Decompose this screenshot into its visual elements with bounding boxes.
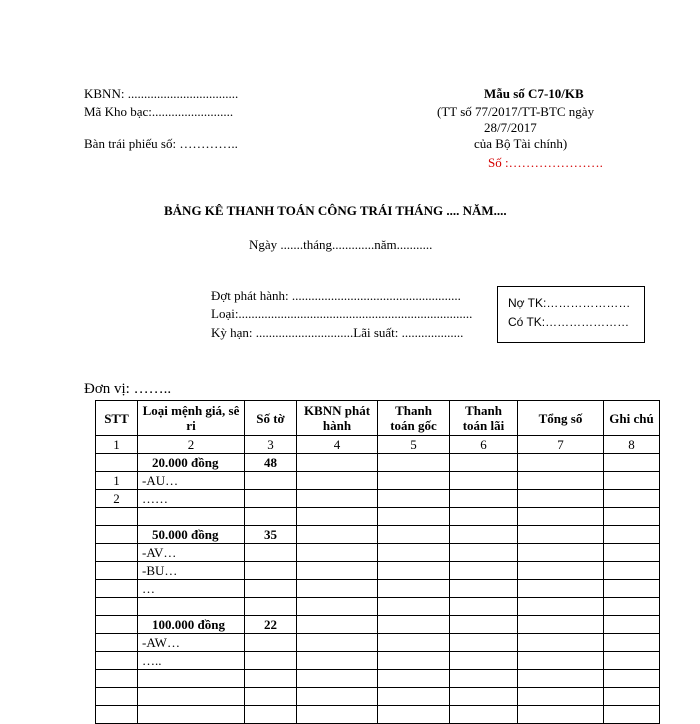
table-row <box>96 706 660 724</box>
table-row <box>96 508 660 526</box>
cell-stt <box>96 706 138 724</box>
cell-interest <box>450 634 518 652</box>
cell-denomination <box>138 706 245 724</box>
cell-interest <box>450 454 518 472</box>
cell-total <box>518 598 604 616</box>
cell-sheet-count <box>245 706 297 724</box>
cell-stt: 1 <box>96 472 138 490</box>
cell-denomination: ….. <box>138 652 245 670</box>
cell-denomination: …… <box>138 490 245 508</box>
cell-sheet-count <box>245 598 297 616</box>
cell-note <box>604 580 660 598</box>
cell-principal <box>378 526 450 544</box>
ban-trai-phieu-line: Bàn trái phiếu số: ………….. <box>84 136 238 151</box>
document-number: Số :…………………. <box>488 155 603 170</box>
table-row <box>96 652 660 670</box>
cell-interest <box>450 490 518 508</box>
cell-stt <box>96 598 138 616</box>
cell-total <box>518 454 604 472</box>
table-row <box>96 670 660 688</box>
cell-sheet-count <box>245 652 297 670</box>
cell-denomination: 50.000 đồng <box>138 526 245 544</box>
cell-principal <box>378 670 450 688</box>
cell-note <box>604 562 660 580</box>
cell-denomination: … <box>138 580 245 598</box>
cell-total <box>518 706 604 724</box>
cell-stt <box>96 688 138 706</box>
cell-total <box>518 634 604 652</box>
header-denomination: Loại mệnh giá, sê ri <box>138 401 245 436</box>
table-row <box>96 616 660 634</box>
cell-denomination <box>138 670 245 688</box>
cell-principal <box>378 580 450 598</box>
cell-sheet-count <box>245 688 297 706</box>
cell-kbnn-issue <box>297 706 378 724</box>
cell-kbnn-issue <box>297 652 378 670</box>
cell-interest <box>450 706 518 724</box>
col-number: 6 <box>450 436 518 454</box>
cell-interest <box>450 688 518 706</box>
circular-issuer: của Bộ Tài chính) <box>474 136 568 151</box>
cell-principal <box>378 454 450 472</box>
cell-interest <box>450 562 518 580</box>
table-row <box>96 526 660 544</box>
cell-stt <box>96 508 138 526</box>
cell-note <box>604 508 660 526</box>
cell-sheet-count <box>245 490 297 508</box>
cell-interest <box>450 580 518 598</box>
header-total: Tổng số <box>518 401 604 436</box>
bond-type-line: Loại:........................................................................ <box>211 306 473 321</box>
col-number: 2 <box>138 436 245 454</box>
cell-total <box>518 490 604 508</box>
cell-interest <box>450 472 518 490</box>
cell-note <box>604 652 660 670</box>
issue-batch-line: Đợt phát hành: .................................................... <box>211 288 461 303</box>
cell-interest <box>450 598 518 616</box>
cell-stt <box>96 652 138 670</box>
cell-denomination: -AV… <box>138 544 245 562</box>
table-row <box>96 472 660 490</box>
col-number: 8 <box>604 436 660 454</box>
cell-kbnn-issue <box>297 508 378 526</box>
cell-principal <box>378 598 450 616</box>
cell-principal <box>378 688 450 706</box>
cell-stt <box>96 454 138 472</box>
table-row <box>96 634 660 652</box>
cell-kbnn-issue <box>297 472 378 490</box>
cell-stt <box>96 544 138 562</box>
cell-stt <box>96 526 138 544</box>
cell-kbnn-issue <box>297 670 378 688</box>
cell-kbnn-issue <box>297 598 378 616</box>
cell-total <box>518 526 604 544</box>
cell-note <box>604 706 660 724</box>
date-line: Ngày .......tháng.............năm........... <box>249 237 433 252</box>
cell-sheet-count: 35 <box>245 526 297 544</box>
ma-kho-bac-line: Mã Kho bạc:......................... <box>84 104 234 119</box>
col-number: 4 <box>297 436 378 454</box>
table-row <box>96 544 660 562</box>
cell-stt <box>96 562 138 580</box>
cell-principal <box>378 472 450 490</box>
cell-principal <box>378 544 450 562</box>
cell-principal <box>378 562 450 580</box>
cell-sheet-count <box>245 670 297 688</box>
cell-sheet-count <box>245 634 297 652</box>
cell-denomination: -BU… <box>138 562 245 580</box>
header-note: Ghi chú <box>604 401 660 436</box>
cell-note <box>604 598 660 616</box>
header-kbnn-issue: KBNN phát hành <box>297 401 378 436</box>
table-row <box>96 598 660 616</box>
header-interest-payment: Thanh toán lãi <box>450 401 518 436</box>
cell-denomination: -AU… <box>138 472 245 490</box>
cell-kbnn-issue <box>297 544 378 562</box>
cell-sheet-count: 48 <box>245 454 297 472</box>
cell-kbnn-issue <box>297 562 378 580</box>
cell-note <box>604 544 660 562</box>
table-row <box>96 688 660 706</box>
cell-kbnn-issue <box>297 490 378 508</box>
form-number: Mẫu số C7-10/KB <box>484 86 584 101</box>
cell-note <box>604 526 660 544</box>
cell-stt <box>96 580 138 598</box>
circular-date: 28/7/2017 <box>484 120 537 135</box>
cell-stt <box>96 634 138 652</box>
header-stt: STT <box>96 401 138 436</box>
payment-table <box>95 400 660 724</box>
col-number: 5 <box>378 436 450 454</box>
kbnn-line: KBNN: .................................. <box>84 86 239 101</box>
credit-account: Có TK:………………… <box>508 315 630 329</box>
col-number: 3 <box>245 436 297 454</box>
cell-sheet-count <box>245 544 297 562</box>
cell-kbnn-issue <box>297 454 378 472</box>
cell-total <box>518 580 604 598</box>
cell-kbnn-issue <box>297 688 378 706</box>
cell-sheet-count <box>245 580 297 598</box>
cell-interest <box>450 652 518 670</box>
cell-note <box>604 688 660 706</box>
cell-stt: 2 <box>96 490 138 508</box>
cell-interest <box>450 544 518 562</box>
unit-line: Đơn vị: …….. <box>84 381 172 397</box>
cell-total <box>518 508 604 526</box>
cell-sheet-count <box>245 562 297 580</box>
table-row <box>96 490 660 508</box>
cell-denomination: 100.000 đồng <box>138 616 245 634</box>
col-number: 7 <box>518 436 604 454</box>
cell-interest <box>450 526 518 544</box>
cell-note <box>604 616 660 634</box>
cell-interest <box>450 670 518 688</box>
cell-total <box>518 472 604 490</box>
column-number-row <box>96 436 660 454</box>
cell-total <box>518 616 604 634</box>
cell-denomination <box>138 598 245 616</box>
cell-denomination <box>138 688 245 706</box>
cell-stt <box>96 670 138 688</box>
cell-principal <box>378 616 450 634</box>
cell-note <box>604 490 660 508</box>
cell-interest <box>450 508 518 526</box>
cell-total <box>518 688 604 706</box>
cell-total <box>518 544 604 562</box>
cell-principal <box>378 490 450 508</box>
cell-note <box>604 454 660 472</box>
cell-kbnn-issue <box>297 634 378 652</box>
circular-reference: (TT số 77/2017/TT-BTC ngày <box>437 104 595 119</box>
account-box <box>497 286 645 343</box>
cell-sheet-count: 22 <box>245 616 297 634</box>
header-principal-payment: Thanh toán gốc <box>378 401 450 436</box>
cell-total <box>518 670 604 688</box>
cell-denomination: 20.000 đồng <box>138 454 245 472</box>
table-row <box>96 562 660 580</box>
cell-note <box>604 634 660 652</box>
cell-sheet-count <box>245 472 297 490</box>
cell-kbnn-issue <box>297 616 378 634</box>
col-number: 1 <box>96 436 138 454</box>
cell-denomination: -AW… <box>138 634 245 652</box>
table-header-row <box>96 401 660 436</box>
table-row <box>96 580 660 598</box>
term-rate-line: Kỳ hạn: ..............................Lãi suất: ................... <box>211 325 464 340</box>
cell-principal <box>378 508 450 526</box>
header-sheet-count: Số tờ <box>245 401 297 436</box>
cell-denomination <box>138 508 245 526</box>
cell-principal <box>378 706 450 724</box>
debit-account: Nợ TK:………………… <box>508 296 631 310</box>
cell-kbnn-issue <box>297 580 378 598</box>
cell-note <box>604 472 660 490</box>
cell-total <box>518 562 604 580</box>
document-title: BẢNG KÊ THANH TOÁN CÔNG TRÁI THÁNG .... NĂM.... <box>164 203 507 218</box>
cell-kbnn-issue <box>297 526 378 544</box>
cell-interest <box>450 616 518 634</box>
cell-sheet-count <box>245 508 297 526</box>
cell-total <box>518 652 604 670</box>
table-row <box>96 454 660 472</box>
cell-principal <box>378 634 450 652</box>
cell-principal <box>378 652 450 670</box>
cell-stt <box>96 616 138 634</box>
cell-note <box>604 670 660 688</box>
